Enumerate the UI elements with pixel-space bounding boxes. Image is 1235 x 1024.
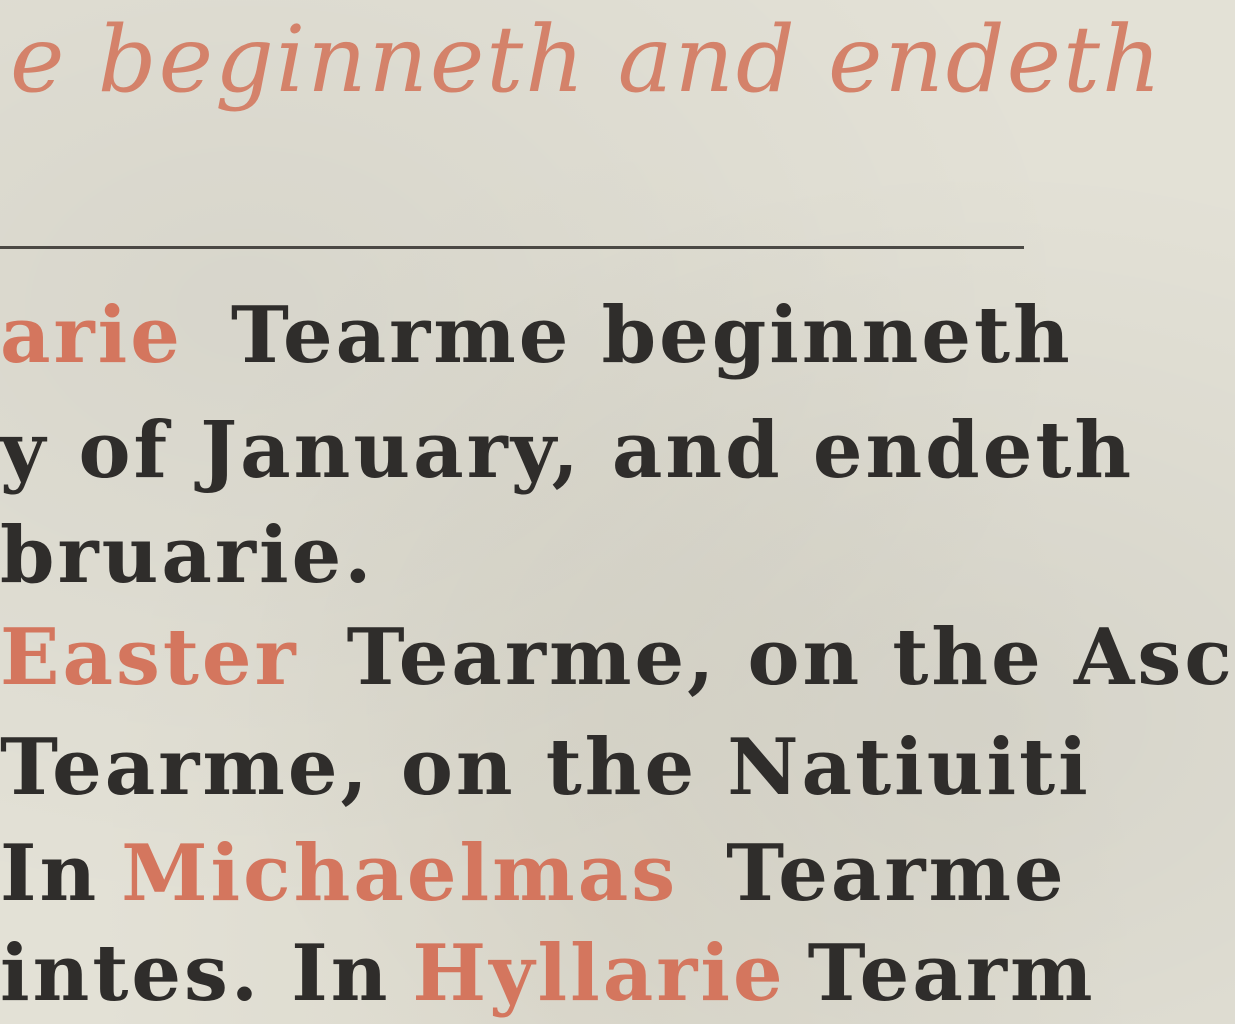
body-text: bruarie. xyxy=(0,510,375,601)
body-text: Tearme, on the Asc xyxy=(346,612,1235,703)
body-text: intes. In xyxy=(0,928,391,1019)
horizontal-rule xyxy=(0,246,1024,249)
rubric-heading: e beginneth and endeth xyxy=(10,6,1164,113)
body-text: Tearme, on the Natiuiti xyxy=(0,722,1091,813)
body-text: Tearm xyxy=(807,928,1096,1019)
text-line-2 xyxy=(0,405,1134,496)
text-line-5 xyxy=(0,722,1091,813)
text-line-1 xyxy=(0,290,1073,381)
body-text: In xyxy=(0,828,100,919)
text-line-3 xyxy=(0,510,374,601)
rubric-word: Easter xyxy=(0,612,299,703)
rubric-word: Michaelmas xyxy=(121,828,679,919)
text-line-6 xyxy=(0,828,1067,919)
text-line-4 xyxy=(0,612,1235,703)
rubric-word: arie xyxy=(0,290,183,381)
body-text: Tearme beginneth xyxy=(230,290,1073,381)
rubric-word: Hyllarie xyxy=(412,928,786,1019)
body-text: y of January, and endeth xyxy=(0,405,1135,496)
text-line-7 xyxy=(0,928,1095,1019)
body-text: Tearme xyxy=(726,828,1067,919)
